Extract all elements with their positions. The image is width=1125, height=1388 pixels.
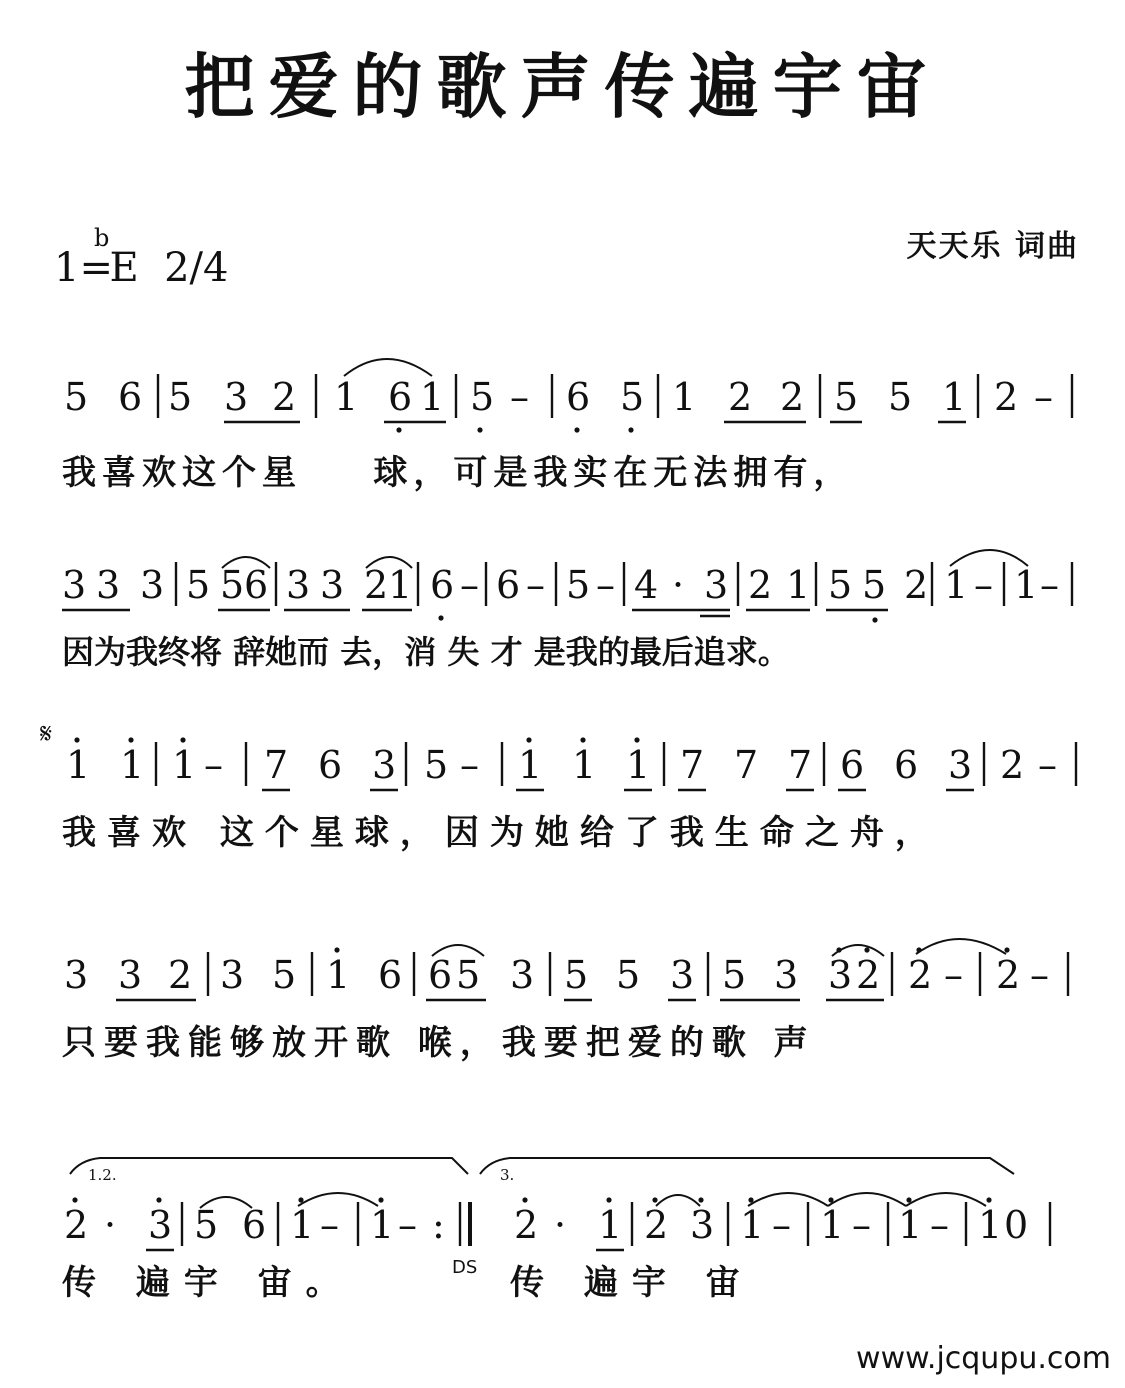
svg-text:2: 2 (168, 953, 193, 997)
svg-text:3: 3 (372, 743, 397, 787)
svg-text:3: 3 (828, 953, 853, 997)
svg-text:2: 2 (908, 953, 933, 997)
notation-line-3 (0, 717, 1125, 810)
svg-text:1: 1 (820, 1203, 845, 1247)
svg-text:2: 2 (1000, 743, 1025, 787)
svg-text:–: – (852, 1203, 871, 1247)
svg-text:2: 2 (64, 1203, 89, 1247)
notation-line-4 (0, 930, 1125, 1020)
svg-text:5: 5 (616, 953, 641, 997)
svg-text:5: 5 (220, 563, 245, 607)
svg-text:2: 2 (856, 953, 881, 997)
svg-text:1: 1 (370, 1203, 395, 1247)
svg-text:3: 3 (118, 953, 143, 997)
svg-text:3: 3 (948, 743, 973, 787)
svg-text:1: 1 (572, 743, 597, 787)
svg-text:3: 3 (286, 563, 311, 607)
svg-text:1: 1 (420, 375, 445, 419)
svg-text:·: · (104, 1203, 117, 1247)
svg-text:6: 6 (318, 743, 343, 787)
svg-text:6: 6 (430, 563, 455, 607)
svg-text:5: 5 (470, 375, 495, 419)
svg-text:2: 2 (272, 375, 297, 419)
svg-text:3: 3 (96, 563, 121, 607)
svg-text:–: – (1034, 375, 1053, 419)
svg-text:7: 7 (680, 743, 705, 787)
music-line-3 (0, 717, 1125, 860)
svg-text:1: 1 (518, 743, 543, 787)
volta-second-label: 3. (500, 1166, 515, 1184)
flat-sign: b (94, 224, 110, 252)
svg-text:1: 1 (944, 563, 969, 607)
svg-text:5: 5 (424, 743, 449, 787)
svg-text:5: 5 (888, 375, 913, 419)
lyrics-line-5-second: 传 遍宇 宙 (510, 1263, 754, 1303)
music-line-4 (0, 930, 1125, 1070)
svg-text:–: – (320, 1203, 339, 1247)
music-line-2 (0, 540, 1125, 680)
svg-text:5: 5 (834, 375, 859, 419)
svg-text:5: 5 (828, 563, 853, 607)
svg-text:6: 6 (378, 953, 403, 997)
key-signature (54, 224, 229, 291)
svg-text:·: · (672, 563, 685, 607)
svg-text:5: 5 (64, 375, 89, 419)
svg-text:3: 3 (774, 953, 799, 997)
svg-text:3: 3 (140, 563, 165, 607)
svg-text:2: 2 (364, 563, 389, 607)
svg-text:3: 3 (704, 563, 729, 607)
svg-text:5: 5 (862, 563, 887, 607)
lyrics-line-2: 因为我终将 辞她而 去，消 失 才 是我的最后追求。 (62, 633, 790, 671)
svg-text:5: 5 (194, 1203, 219, 1247)
svg-text:2: 2 (644, 1203, 669, 1247)
svg-text:–: – (1040, 563, 1059, 607)
svg-text:3: 3 (320, 563, 345, 607)
svg-text:1: 1 (290, 1203, 315, 1247)
svg-text:–: – (526, 563, 545, 607)
svg-text:1: 1 (120, 743, 145, 787)
svg-text:1: 1 (672, 375, 697, 419)
svg-text:3: 3 (148, 1203, 173, 1247)
svg-text:6: 6 (388, 375, 413, 419)
lyrics-line-1: 我喜欢这个星 球，可是我实在无法拥有， (62, 453, 854, 493)
lyrics-line-4: 只要我能够放开歌 喉，我要把爱的歌 声 (62, 1023, 816, 1063)
notation-line-5 (0, 1150, 1125, 1250)
svg-text:7: 7 (264, 743, 289, 787)
svg-text:6: 6 (244, 563, 269, 607)
svg-text:1: 1 (598, 1203, 623, 1247)
key-equals: = (79, 245, 113, 291)
svg-text:1: 1 (66, 743, 91, 787)
lyrics-line-3: 我喜欢 这个星球，因为她给了我生命之舟， (62, 813, 940, 853)
svg-text:6: 6 (496, 563, 521, 607)
svg-text:–: – (944, 953, 963, 997)
svg-text:2: 2 (728, 375, 753, 419)
svg-text:2: 2 (748, 563, 773, 607)
dal-segno-mark: DS (452, 1257, 478, 1278)
svg-text:3: 3 (510, 953, 535, 997)
svg-text:5: 5 (186, 563, 211, 607)
svg-text:1: 1 (388, 563, 413, 607)
svg-text:–: – (398, 1203, 417, 1247)
svg-text:1: 1 (626, 743, 651, 787)
svg-text:7: 7 (734, 743, 759, 787)
svg-text:5: 5 (564, 953, 589, 997)
svg-text:1: 1 (898, 1203, 923, 1247)
svg-text:1: 1 (740, 1203, 765, 1247)
svg-text:5: 5 (168, 375, 193, 419)
svg-text:6: 6 (840, 743, 865, 787)
svg-text:5: 5 (566, 563, 591, 607)
svg-text:–: – (974, 563, 993, 607)
svg-text:2: 2 (904, 563, 929, 607)
notation-line-2 (0, 540, 1125, 630)
svg-text:6: 6 (894, 743, 919, 787)
svg-text:2: 2 (514, 1203, 539, 1247)
segno-sign: 𝄋 (40, 717, 53, 750)
svg-text:1: 1 (172, 743, 197, 787)
svg-text:6: 6 (118, 375, 143, 419)
key-note: E (109, 245, 139, 291)
svg-text::: : (432, 1203, 445, 1247)
svg-text:3: 3 (670, 953, 695, 997)
svg-text:3: 3 (64, 953, 89, 997)
svg-text:3: 3 (690, 1203, 715, 1247)
svg-text:2: 2 (996, 953, 1021, 997)
svg-text:–: – (596, 563, 615, 607)
notation-line-1 (0, 360, 1125, 450)
svg-text:3: 3 (220, 953, 245, 997)
svg-text:1: 1 (1014, 563, 1039, 607)
svg-text:1: 1 (326, 953, 351, 997)
svg-text:1: 1 (942, 375, 967, 419)
svg-text:6: 6 (242, 1203, 267, 1247)
music-line-1 (0, 360, 1125, 500)
svg-text:·: · (554, 1203, 567, 1247)
svg-text:6: 6 (428, 953, 453, 997)
svg-text:1: 1 (334, 375, 359, 419)
svg-text:7: 7 (788, 743, 813, 787)
svg-text:–: – (930, 1203, 949, 1247)
svg-text:–: – (460, 563, 479, 607)
svg-text:–: – (510, 375, 529, 419)
svg-text:–: – (204, 743, 223, 787)
svg-text:5: 5 (272, 953, 297, 997)
svg-text:–: – (772, 1203, 791, 1247)
svg-text:6: 6 (566, 375, 591, 419)
svg-text:5: 5 (456, 953, 481, 997)
key-tonic: 1 (54, 245, 80, 291)
volta-first-label: 1.2. (88, 1166, 117, 1184)
song-title: 把爱的歌声传遍宇宙 (184, 46, 941, 128)
svg-text:4: 4 (634, 563, 659, 607)
composer-credit: 天天乐 词曲 (906, 229, 1079, 264)
lyrics-line-5-first: 传 遍宇 宙。 (62, 1263, 354, 1303)
svg-text:5: 5 (722, 953, 747, 997)
music-line-5 (0, 1150, 1125, 1303)
svg-text:2: 2 (780, 375, 805, 419)
svg-text:–: – (1038, 743, 1057, 787)
svg-text:–: – (1030, 953, 1049, 997)
svg-text:–: – (460, 743, 479, 787)
svg-text:5: 5 (620, 375, 645, 419)
svg-text:1: 1 (786, 563, 811, 607)
watermark-url: www.jcqupu.com (856, 1341, 1111, 1376)
svg-text:3: 3 (62, 563, 87, 607)
svg-text:3: 3 (224, 375, 249, 419)
time-signature: 2/4 (164, 245, 229, 291)
svg-text:0: 0 (1004, 1203, 1029, 1247)
svg-text:1: 1 (978, 1203, 1003, 1247)
svg-text:2: 2 (994, 375, 1019, 419)
